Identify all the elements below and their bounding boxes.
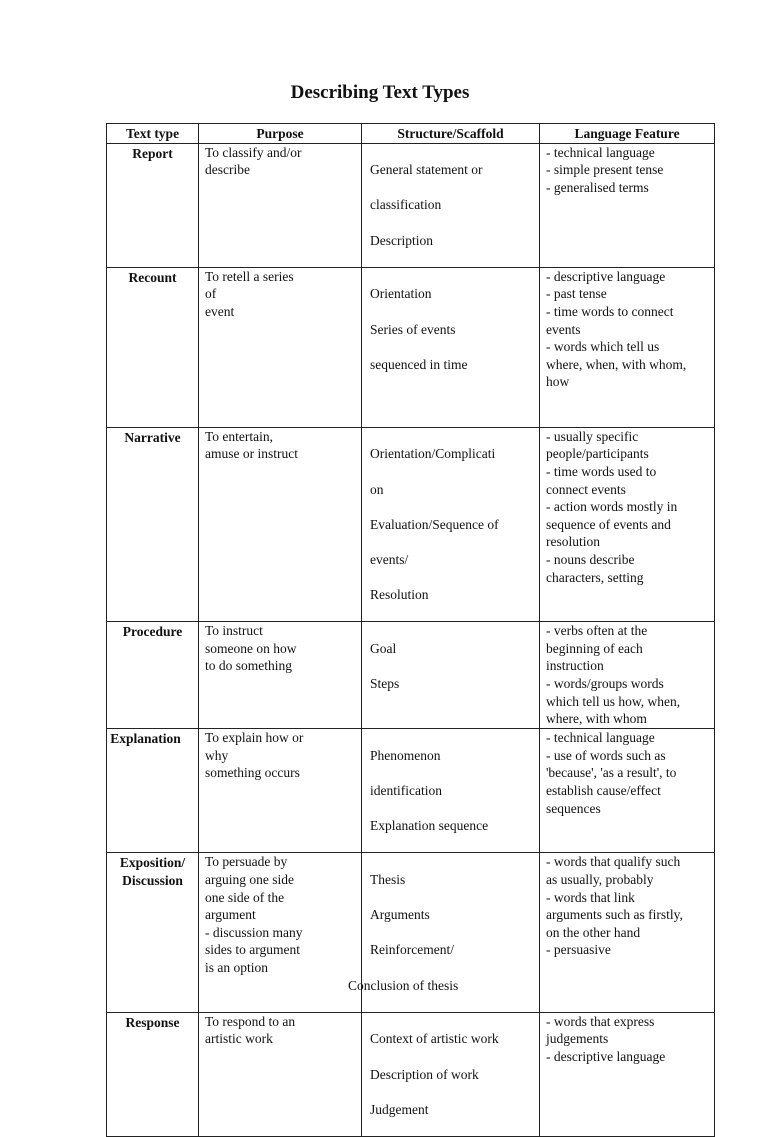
structure-line: Resolution <box>370 587 429 603</box>
purpose-cell: To classify and/or describe <box>199 143 362 267</box>
structure-line: Series of events <box>370 321 456 337</box>
purpose-cell <box>199 729 362 853</box>
structure-cell <box>362 729 540 853</box>
language-cell: - usually specific people/participants - time words used to connect events - action words mostly in sequence of events and resolution - nouns describe characters, setting <box>540 427 715 622</box>
structure-line: identification <box>370 783 442 799</box>
structure-cell <box>362 427 540 622</box>
structure-line: Context of artistic work <box>370 1031 499 1047</box>
page-title: Describing Text Types <box>290 82 470 103</box>
table-row <box>107 853 715 1012</box>
text-type-cell: Report <box>107 143 199 267</box>
language-cell: - descriptive language - past tense - time words to connect events - words which tell us where, when, with whom, how <box>540 267 715 427</box>
structure-line: General statement or <box>370 162 483 178</box>
header-language-feature: Language Feature <box>540 124 715 144</box>
structure-line: events/ <box>370 551 409 567</box>
text-types-table <box>106 123 715 1137</box>
structure-line: Arguments <box>370 907 430 923</box>
table-row <box>107 143 715 267</box>
header-text-type: Text type <box>107 124 199 144</box>
language-cell: - technical language - use of words such as 'because', 'as a result', to establish cause/effect sequences <box>540 729 715 853</box>
structure-line: Conclusion of thesis <box>348 977 459 993</box>
purpose-text: To explain how or why something occurs <box>205 730 304 781</box>
structure-line: Judgement <box>370 1101 429 1117</box>
text-type-cell: Response <box>107 1012 199 1136</box>
table-row <box>107 1012 715 1136</box>
structure-cell <box>362 143 540 267</box>
language-cell: - words that express judgements - descriptive language <box>540 1012 715 1136</box>
structure-line: sequenced in time <box>370 356 468 372</box>
text-type-cell: Recount <box>107 267 199 427</box>
text-type-cell <box>107 729 199 853</box>
text-type-cell: Exposition/ Discussion <box>107 853 199 1012</box>
structure-line: Phenomenon <box>370 747 441 763</box>
table-row <box>107 622 715 729</box>
text-type-cell: Narrative <box>107 427 199 622</box>
structure-line: on <box>370 481 384 497</box>
structure-cell <box>348 853 540 1012</box>
structure-cell <box>362 267 540 427</box>
structure-line: Steps <box>370 676 400 692</box>
purpose-cell: To instruct someone on how to do something <box>199 622 362 729</box>
structure-line: Explanation sequence <box>370 818 489 834</box>
header-purpose: Purpose <box>199 124 362 144</box>
table-row <box>107 729 715 853</box>
purpose-cell: To retell a series of event <box>199 267 362 427</box>
structure-line: Thesis <box>370 872 406 888</box>
purpose-cell: To persuade by arguing one side one side of the argument - discussion many sides to argument is an option <box>199 853 362 1012</box>
structure-line: Goal <box>370 640 397 656</box>
table-row <box>107 267 715 427</box>
structure-line: Reinforcement/ <box>370 942 454 958</box>
purpose-cell: To entertain, amuse or instruct <box>199 427 362 622</box>
text-type-label: Explanation <box>110 731 181 747</box>
purpose-cell: To respond to an artistic work <box>199 1012 362 1136</box>
structure-line: Evaluation/Sequence of <box>370 516 499 532</box>
structure-line: Description <box>370 232 433 248</box>
language-cell: - words that qualify such as usually, probably - words that link arguments such as firstly, on the other hand - persuasive <box>540 853 715 1012</box>
structure-line: Orientation/Complicati <box>370 446 496 462</box>
text-type-cell: Procedure <box>107 622 199 729</box>
structure-line: Description of work <box>370 1066 479 1082</box>
language-cell: - technical language - simple present tense - generalised terms <box>540 143 715 267</box>
structure-line: Orientation <box>370 286 432 302</box>
table-header-row <box>107 124 715 144</box>
structure-cell <box>362 622 540 729</box>
table-row <box>107 427 715 622</box>
structure-line: classification <box>370 197 442 213</box>
header-structure: Structure/Scaffold <box>362 124 540 144</box>
language-cell: - verbs often at the beginning of each instruction - words/groups words which tell us how, when, where, with whom <box>540 622 715 729</box>
structure-cell <box>362 1012 540 1136</box>
